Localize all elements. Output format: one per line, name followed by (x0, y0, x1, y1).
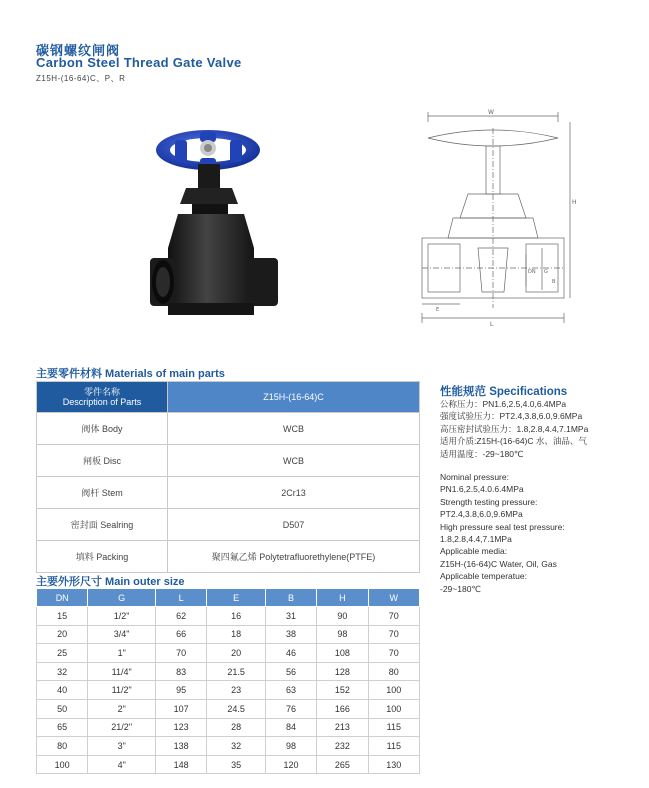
spec-line: Applicable temperatue: (440, 571, 527, 582)
table-cell: 11/2" (88, 681, 156, 700)
dimensions-table (36, 588, 420, 774)
title-chinese: 碳钢螺纹闸阀 (36, 43, 121, 58)
table-cell: 76 (265, 699, 316, 718)
table-row (37, 718, 420, 737)
table-cell: 23 (207, 681, 266, 700)
table-cell: 70 (368, 625, 419, 644)
spec-line: 适用温度：-29~180℃ (440, 448, 524, 459)
label-w: W (488, 109, 494, 116)
spec-line: Z15H-(16-64)C Water, Oil, Gas (440, 558, 557, 569)
table-cell: 20 (37, 625, 88, 644)
spec-line: Applicable media: (440, 546, 508, 557)
specs-heading: 性能规范 Specifications (440, 386, 568, 398)
table-cell: 66 (155, 625, 206, 644)
specs-block (440, 398, 645, 595)
part-name: 填料 Packing (37, 541, 168, 573)
valve-photo (150, 118, 280, 333)
spec-line: 高压密封试验压力：1.8,2.8,4.4,7.1MPa (440, 423, 589, 434)
table-row (37, 644, 420, 663)
table-cell: 148 (155, 755, 206, 774)
spec-line: Strength testing pressure: (440, 496, 538, 507)
table-cell: 70 (155, 644, 206, 663)
part-material: WCB (168, 413, 420, 445)
table-row (37, 541, 420, 573)
materials-col-parts (37, 382, 168, 413)
table-cell: 62 (155, 607, 206, 626)
label-h: H (572, 199, 577, 206)
table-cell: 80 (37, 737, 88, 756)
title-english: Carbon Steel Thread Gate Valve (36, 55, 242, 70)
part-material: 聚四氟乙烯 Polytetrafluorethylene(PTFE) (168, 541, 420, 573)
table-cell: 3/4" (88, 625, 156, 644)
part-name: 阀体 Body (37, 413, 168, 445)
table-cell: 95 (155, 681, 206, 700)
table-cell: 130 (368, 755, 419, 774)
table-cell: 56 (265, 662, 316, 681)
col-h: H (317, 589, 368, 607)
table-cell: 83 (155, 662, 206, 681)
spec-line: 1.8,2.8,4.4,7.1MPa (440, 534, 512, 545)
table-row (37, 509, 420, 541)
table-row (37, 625, 420, 644)
table-cell: 46 (265, 644, 316, 663)
table-cell: 90 (317, 607, 368, 626)
part-material: D507 (168, 509, 420, 541)
table-cell: 32 (37, 662, 88, 681)
table-cell: 3" (88, 737, 156, 756)
label-b: B (552, 279, 556, 285)
table-cell: 20 (207, 644, 266, 663)
table-cell: 98 (317, 625, 368, 644)
spec-line: -29~180℃ (440, 583, 481, 594)
table-cell: 98 (265, 737, 316, 756)
spec-line: High pressure seal test pressure: (440, 521, 565, 532)
table-cell: 15 (37, 607, 88, 626)
dimensions-heading: 主要外形尺寸 Main outer size (36, 576, 185, 588)
col-w: W (368, 589, 419, 607)
table-cell: 21/2" (88, 718, 156, 737)
table-cell: 31 (265, 607, 316, 626)
table-cell: 63 (265, 681, 316, 700)
col-dn: DN (37, 589, 88, 607)
table-cell: 120 (265, 755, 316, 774)
table-row (37, 681, 420, 700)
table-cell: 28 (207, 718, 266, 737)
part-material: 2Cr13 (168, 477, 420, 509)
materials-heading: 主要零件材料 Materials of main parts (36, 368, 225, 380)
table-cell: 24.5 (207, 699, 266, 718)
materials-table (36, 381, 420, 573)
table-cell: 70 (368, 607, 419, 626)
spec-line: PN1.6,2.5,4.0.6.4MPa (440, 484, 524, 495)
part-name: 阀杆 Stem (37, 477, 168, 509)
col-l: L (155, 589, 206, 607)
spec-line: 公称压力：PN1.6,2.5,4.0,6.4MPa (440, 399, 567, 409)
table-cell: 213 (317, 718, 368, 737)
label-g: G (544, 269, 548, 275)
table-cell: 115 (368, 718, 419, 737)
table-cell: 70 (368, 644, 419, 663)
part-material: WCB (168, 445, 420, 477)
table-cell: 100 (368, 681, 419, 700)
table-cell: 115 (368, 737, 419, 756)
dimensions-header-row (37, 589, 420, 607)
col-e: E (207, 589, 266, 607)
materials-col-parts-en: Description of Parts (62, 397, 142, 407)
materials-col-parts-cn: 零件名称 (83, 386, 120, 397)
table-cell: 32 (207, 737, 266, 756)
table-cell: 25 (37, 644, 88, 663)
table-cell: 40 (37, 681, 88, 700)
table-row (37, 662, 420, 681)
table-cell: 138 (155, 737, 206, 756)
table-cell: 152 (317, 681, 368, 700)
valve-technical-drawing (408, 108, 578, 328)
table-cell: 65 (37, 718, 88, 737)
table-row (37, 413, 420, 445)
table-cell: 108 (317, 644, 368, 663)
table-cell: 2" (88, 699, 156, 718)
table-cell: 18 (207, 625, 266, 644)
model-code: Z15H-(16-64)C、P、R (36, 74, 126, 83)
table-cell: 166 (317, 699, 368, 718)
part-name: 闸板 Disc (37, 445, 168, 477)
table-cell: 38 (265, 625, 316, 644)
table-row (37, 607, 420, 626)
table-cell: 100 (368, 699, 419, 718)
table-cell: 265 (317, 755, 368, 774)
table-cell: 123 (155, 718, 206, 737)
materials-col-model: Z15H-(16-64)C (168, 382, 420, 413)
table-cell: 21.5 (207, 662, 266, 681)
table-cell: 128 (317, 662, 368, 681)
spec-line: 强度试验压力：PT2.4,3.8,6.0,9.6MPa (440, 411, 583, 422)
label-e: E (436, 307, 440, 313)
label-l: L (490, 321, 494, 328)
table-cell: 100 (37, 755, 88, 774)
table-row (37, 699, 420, 718)
table-cell: 232 (317, 737, 368, 756)
table-row (37, 445, 420, 477)
spec-line: PT2.4,3.8,6.0,9.6MPa (440, 509, 523, 520)
table-cell: 80 (368, 662, 419, 681)
table-row (37, 477, 420, 509)
table-row (37, 737, 420, 756)
part-name: 密封面 Sealring (37, 509, 168, 541)
table-cell: 16 (207, 607, 266, 626)
label-dn: DN (528, 269, 536, 275)
col-b: B (265, 589, 316, 607)
table-cell: 84 (265, 718, 316, 737)
table-cell: 50 (37, 699, 88, 718)
table-cell: 1" (88, 644, 156, 663)
spec-line: Nominal pressure: (440, 472, 509, 483)
table-cell: 35 (207, 755, 266, 774)
table-cell: 11/4" (88, 662, 156, 681)
col-g: G (88, 589, 156, 607)
dimensions-body (37, 607, 420, 774)
table-cell: 1/2" (88, 607, 156, 626)
table-cell: 4" (88, 755, 156, 774)
spec-line: 适用介质:Z15H-(16-64)C 水、油品、气 (440, 436, 587, 447)
table-row (37, 755, 420, 774)
table-cell: 107 (155, 699, 206, 718)
